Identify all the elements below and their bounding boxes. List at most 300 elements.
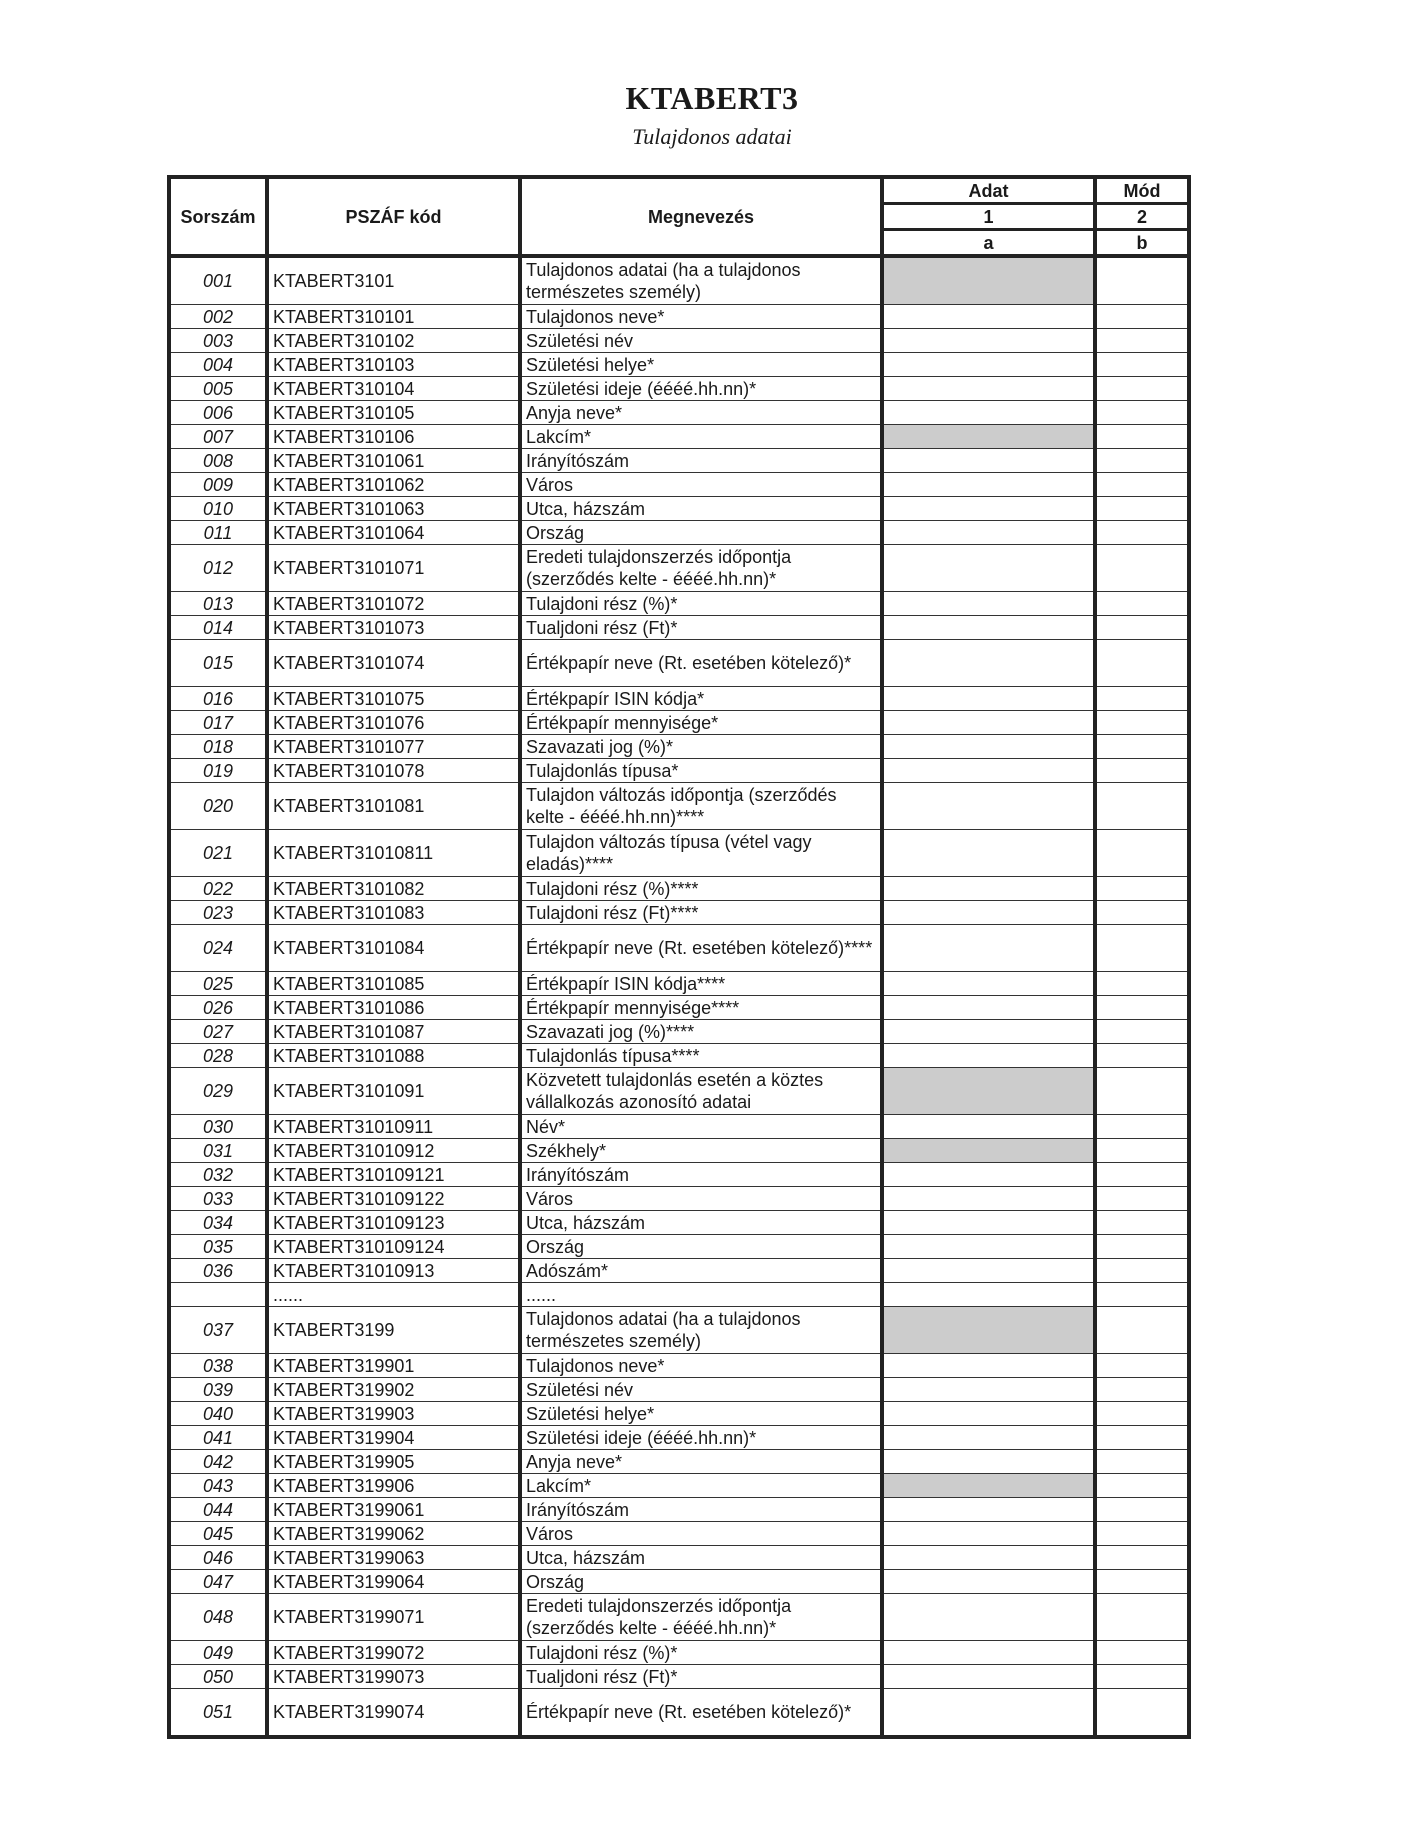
row-adat-cell[interactable] [882, 711, 1095, 735]
row-mod-cell[interactable] [1095, 1522, 1189, 1546]
row-adat-cell[interactable] [882, 783, 1095, 830]
row-description: Tulajdonos neve* [520, 1354, 882, 1378]
row-adat-cell[interactable] [882, 1020, 1095, 1044]
row-pszaf-code: KTABERT3101063 [267, 497, 520, 521]
row-adat-cell[interactable] [882, 1426, 1095, 1450]
row-mod-cell[interactable] [1095, 783, 1189, 830]
row-number: 013 [169, 592, 267, 616]
table-row [169, 1307, 1189, 1354]
row-adat-cell [882, 1474, 1095, 1498]
row-number: 014 [169, 616, 267, 640]
row-pszaf-code: KTABERT319903 [267, 1402, 520, 1426]
row-mod-cell[interactable] [1095, 1594, 1189, 1641]
row-mod-cell[interactable] [1095, 425, 1189, 449]
row-description: Születési név [520, 1378, 882, 1402]
table-row [169, 1187, 1189, 1211]
row-number: 001 [169, 256, 267, 305]
table-row [169, 1068, 1189, 1115]
row-number: 037 [169, 1307, 267, 1354]
row-pszaf-code: KTABERT310109121 [267, 1163, 520, 1187]
row-adat-cell[interactable] [882, 1498, 1095, 1522]
row-mod-cell[interactable] [1095, 1020, 1189, 1044]
row-description: Tulajdoni rész (%)* [520, 592, 882, 616]
row-number: 041 [169, 1426, 267, 1450]
row-mod-cell[interactable] [1095, 877, 1189, 901]
table-body [169, 256, 1189, 1737]
row-description: Utca, házszám [520, 1211, 882, 1235]
row-pszaf-code: KTABERT31010912 [267, 1139, 520, 1163]
row-description: Értékpapír mennyisége**** [520, 996, 882, 1020]
table-row [169, 1378, 1189, 1402]
table-row [169, 901, 1189, 925]
table-row [169, 497, 1189, 521]
row-pszaf-code: KTABERT3101085 [267, 972, 520, 996]
row-mod-cell[interactable] [1095, 1665, 1189, 1689]
table-row [169, 1283, 1189, 1307]
header-adat-letter: a [882, 230, 1095, 257]
table-row [169, 1402, 1189, 1426]
row-adat-cell[interactable] [882, 1283, 1095, 1307]
row-mod-cell[interactable] [1095, 1546, 1189, 1570]
row-pszaf-code: KTABERT3101073 [267, 616, 520, 640]
row-mod-cell[interactable] [1095, 711, 1189, 735]
row-pszaf-code: KTABERT3199062 [267, 1522, 520, 1546]
row-adat-cell[interactable] [882, 473, 1095, 497]
row-description: Születési ideje (éééé.hh.nn)* [520, 1426, 882, 1450]
row-number: 017 [169, 711, 267, 735]
table-row [169, 996, 1189, 1020]
row-number: 018 [169, 735, 267, 759]
row-description: Irányítószám [520, 1498, 882, 1522]
table-row [169, 616, 1189, 640]
row-pszaf-code: KTABERT3101083 [267, 901, 520, 925]
row-description: Születési ideje (éééé.hh.nn)* [520, 377, 882, 401]
row-number: 028 [169, 1044, 267, 1068]
row-mod-cell[interactable] [1095, 735, 1189, 759]
row-mod-cell[interactable] [1095, 1163, 1189, 1187]
row-pszaf-code: KTABERT319901 [267, 1354, 520, 1378]
row-description: Születési helye* [520, 1402, 882, 1426]
row-mod-cell[interactable] [1095, 473, 1189, 497]
table-row [169, 1139, 1189, 1163]
row-number: 033 [169, 1187, 267, 1211]
row-mod-cell[interactable] [1095, 687, 1189, 711]
row-pszaf-code: KTABERT310102 [267, 329, 520, 353]
table-row [169, 640, 1189, 687]
row-number: 044 [169, 1498, 267, 1522]
row-adat-cell[interactable] [882, 1354, 1095, 1378]
table-row [169, 1115, 1189, 1139]
row-description: Adószám* [520, 1259, 882, 1283]
row-adat-cell[interactable] [882, 449, 1095, 473]
row-description: Város [520, 1522, 882, 1546]
row-mod-cell[interactable] [1095, 1474, 1189, 1498]
row-adat-cell[interactable] [882, 545, 1095, 592]
row-adat-cell[interactable] [882, 1522, 1095, 1546]
row-adat-cell[interactable] [882, 377, 1095, 401]
row-number: 011 [169, 521, 267, 545]
row-adat-cell[interactable] [882, 996, 1095, 1020]
row-description: Értékpapír ISIN kódja**** [520, 972, 882, 996]
row-mod-cell[interactable] [1095, 1570, 1189, 1594]
row-mod-cell[interactable] [1095, 1689, 1189, 1738]
row-adat-cell[interactable] [882, 1402, 1095, 1426]
row-pszaf-code: KTABERT3101091 [267, 1068, 520, 1115]
row-mod-cell[interactable] [1095, 521, 1189, 545]
row-pszaf-code: KTABERT3199061 [267, 1498, 520, 1522]
row-adat-cell[interactable] [882, 1689, 1095, 1738]
row-mod-cell[interactable] [1095, 377, 1189, 401]
row-number: 050 [169, 1665, 267, 1689]
row-number: 042 [169, 1450, 267, 1474]
row-pszaf-code: KTABERT310106 [267, 425, 520, 449]
row-number [169, 1283, 267, 1307]
row-adat-cell[interactable] [882, 1163, 1095, 1187]
row-pszaf-code: KTABERT3101077 [267, 735, 520, 759]
row-mod-cell[interactable] [1095, 329, 1189, 353]
row-mod-cell[interactable] [1095, 497, 1189, 521]
row-pszaf-code: KTABERT3199074 [267, 1689, 520, 1738]
row-pszaf-code: KTABERT3101087 [267, 1020, 520, 1044]
table-row [169, 1689, 1189, 1738]
row-pszaf-code: KTABERT3101074 [267, 640, 520, 687]
row-mod-cell[interactable] [1095, 1235, 1189, 1259]
table-row [169, 711, 1189, 735]
row-number: 005 [169, 377, 267, 401]
row-pszaf-code: ...... [267, 1283, 520, 1307]
row-description: Lakcím* [520, 425, 882, 449]
row-adat-cell[interactable] [882, 1450, 1095, 1474]
table-row [169, 353, 1189, 377]
row-pszaf-code: KTABERT3101088 [267, 1044, 520, 1068]
row-adat-cell[interactable] [882, 1378, 1095, 1402]
row-adat-cell[interactable] [882, 925, 1095, 972]
table-row [169, 735, 1189, 759]
row-pszaf-code: KTABERT319904 [267, 1426, 520, 1450]
row-adat-cell[interactable] [882, 616, 1095, 640]
row-adat-cell[interactable] [882, 1211, 1095, 1235]
row-mod-cell[interactable] [1095, 449, 1189, 473]
row-description: Lakcím* [520, 1474, 882, 1498]
row-number: 025 [169, 972, 267, 996]
row-mod-cell[interactable] [1095, 640, 1189, 687]
row-mod-cell[interactable] [1095, 1402, 1189, 1426]
row-adat-cell [882, 256, 1095, 305]
row-number: 031 [169, 1139, 267, 1163]
table-row [169, 329, 1189, 353]
row-adat-cell[interactable] [882, 972, 1095, 996]
table-row [169, 256, 1189, 305]
table-row [169, 1044, 1189, 1068]
row-adat-cell[interactable] [882, 735, 1095, 759]
table-row [169, 783, 1189, 830]
row-description: Utca, házszám [520, 497, 882, 521]
table-row [169, 972, 1189, 996]
row-mod-cell[interactable] [1095, 1450, 1189, 1474]
row-number: 027 [169, 1020, 267, 1044]
row-mod-cell[interactable] [1095, 1426, 1189, 1450]
row-description: Tualjdoni rész (Ft)* [520, 1665, 882, 1689]
row-adat-cell[interactable] [882, 1546, 1095, 1570]
row-pszaf-code: KTABERT3101071 [267, 545, 520, 592]
header-mod-number: 2 [1095, 204, 1189, 230]
row-number: 026 [169, 996, 267, 1020]
row-adat-cell[interactable] [882, 1641, 1095, 1665]
row-description: Tulajdonos adatai (ha a tulajdonos természetes személy) [520, 256, 882, 305]
document-title: KTABERT3 [625, 80, 799, 116]
row-description: Ország [520, 1235, 882, 1259]
row-mod-cell[interactable] [1095, 759, 1189, 783]
row-adat-cell[interactable] [882, 830, 1095, 877]
row-number: 024 [169, 925, 267, 972]
row-mod-cell[interactable] [1095, 1187, 1189, 1211]
row-mod-cell[interactable] [1095, 1211, 1189, 1235]
table-row [169, 687, 1189, 711]
row-pszaf-code: KTABERT3101075 [267, 687, 520, 711]
row-number: 003 [169, 329, 267, 353]
table-row [169, 1235, 1189, 1259]
row-mod-cell[interactable] [1095, 996, 1189, 1020]
row-description: Értékpapír neve (Rt. esetében kötelező)* [520, 1689, 882, 1738]
row-description: Város [520, 473, 882, 497]
row-number: 009 [169, 473, 267, 497]
row-pszaf-code: KTABERT3101062 [267, 473, 520, 497]
row-adat-cell [882, 425, 1095, 449]
row-number: 010 [169, 497, 267, 521]
table-row [169, 401, 1189, 425]
row-pszaf-code: KTABERT310103 [267, 353, 520, 377]
row-description: Közvetett tulajdonlás esetén a köztes vállalkozás azonosító adatai [520, 1068, 882, 1115]
row-adat-cell[interactable] [882, 497, 1095, 521]
row-number: 038 [169, 1354, 267, 1378]
row-description: Ország [520, 1570, 882, 1594]
row-adat-cell[interactable] [882, 1665, 1095, 1689]
row-description: Születési helye* [520, 353, 882, 377]
row-mod-cell[interactable] [1095, 545, 1189, 592]
row-pszaf-code: KTABERT310109122 [267, 1187, 520, 1211]
row-number: 008 [169, 449, 267, 473]
header-mod: Mód [1095, 177, 1189, 204]
row-pszaf-code: KTABERT31010913 [267, 1259, 520, 1283]
table-row [169, 1641, 1189, 1665]
table-row [169, 1498, 1189, 1522]
row-number: 036 [169, 1259, 267, 1283]
row-mod-cell[interactable] [1095, 616, 1189, 640]
table-row [169, 1020, 1189, 1044]
row-mod-cell[interactable] [1095, 1068, 1189, 1115]
row-number: 030 [169, 1115, 267, 1139]
row-adat-cell[interactable] [882, 1187, 1095, 1211]
row-mod-cell[interactable] [1095, 1354, 1189, 1378]
row-adat-cell[interactable] [882, 1235, 1095, 1259]
row-number: 040 [169, 1402, 267, 1426]
row-mod-cell[interactable] [1095, 353, 1189, 377]
row-mod-cell[interactable] [1095, 1259, 1189, 1283]
row-mod-cell[interactable] [1095, 830, 1189, 877]
table-row [169, 425, 1189, 449]
row-number: 016 [169, 687, 267, 711]
header-adat-number: 1 [882, 204, 1095, 230]
row-pszaf-code: KTABERT3101081 [267, 783, 520, 830]
row-mod-cell[interactable] [1095, 972, 1189, 996]
row-mod-cell[interactable] [1095, 1115, 1189, 1139]
row-adat-cell[interactable] [882, 640, 1095, 687]
row-adat-cell [882, 1307, 1095, 1354]
row-description: ...... [520, 1283, 882, 1307]
table-row [169, 449, 1189, 473]
row-mod-cell[interactable] [1095, 592, 1189, 616]
row-description: Tualjdoni rész (Ft)* [520, 616, 882, 640]
row-adat-cell[interactable] [882, 1259, 1095, 1283]
table-row [169, 473, 1189, 497]
table-row [169, 1450, 1189, 1474]
row-mod-cell[interactable] [1095, 901, 1189, 925]
row-number: 023 [169, 901, 267, 925]
row-description: Értékpapír mennyisége* [520, 711, 882, 735]
row-pszaf-code: KTABERT3199071 [267, 1594, 520, 1641]
row-description: Tulajdonlás típusa**** [520, 1044, 882, 1068]
row-adat-cell[interactable] [882, 877, 1095, 901]
row-description: Név* [520, 1115, 882, 1139]
row-description: Tulajdon változás típusa (vétel vagy eladás)**** [520, 830, 882, 877]
row-pszaf-code: KTABERT3101061 [267, 449, 520, 473]
row-mod-cell[interactable] [1095, 256, 1189, 305]
row-description: Szavazati jog (%)* [520, 735, 882, 759]
header-megnevezes: Megnevezés [520, 177, 882, 256]
row-adat-cell[interactable] [882, 1115, 1095, 1139]
row-number: 039 [169, 1378, 267, 1402]
row-pszaf-code: KTABERT3101086 [267, 996, 520, 1020]
row-number: 020 [169, 783, 267, 830]
header-mod-letter: b [1095, 230, 1189, 257]
row-mod-cell[interactable] [1095, 1498, 1189, 1522]
row-description: Tulajdoni rész (Ft)**** [520, 901, 882, 925]
row-mod-cell[interactable] [1095, 1641, 1189, 1665]
row-pszaf-code: KTABERT310109124 [267, 1235, 520, 1259]
row-number: 045 [169, 1522, 267, 1546]
row-description: Szavazati jog (%)**** [520, 1020, 882, 1044]
row-adat-cell[interactable] [882, 401, 1095, 425]
table-row [169, 759, 1189, 783]
table-row [169, 521, 1189, 545]
row-number: 046 [169, 1546, 267, 1570]
table-row [169, 545, 1189, 592]
row-mod-cell[interactable] [1095, 925, 1189, 972]
table-row [169, 1474, 1189, 1498]
row-number: 022 [169, 877, 267, 901]
row-mod-cell[interactable] [1095, 401, 1189, 425]
row-description: Ország [520, 521, 882, 545]
row-description: Eredeti tulajdonszerzés időpontja (szerződés kelte - éééé.hh.nn)* [520, 1594, 882, 1641]
row-description: Tulajdonlás típusa* [520, 759, 882, 783]
row-number: 032 [169, 1163, 267, 1187]
document-subtitle: Tulajdonos adatai [632, 124, 792, 149]
row-adat-cell[interactable] [882, 759, 1095, 783]
header-pszaf-kod: PSZÁF kód [267, 177, 520, 256]
row-description: Tulajdoni rész (%)**** [520, 877, 882, 901]
row-mod-cell[interactable] [1095, 1139, 1189, 1163]
table-row [169, 1259, 1189, 1283]
row-description: Tulajdon változás időpontja (szerződés kelte - éééé.hh.nn)**** [520, 783, 882, 830]
row-number: 021 [169, 830, 267, 877]
row-mod-cell[interactable] [1095, 305, 1189, 329]
table-row [169, 1163, 1189, 1187]
header-adat: Adat [882, 177, 1095, 204]
row-mod-cell[interactable] [1095, 1044, 1189, 1068]
row-number: 006 [169, 401, 267, 425]
row-pszaf-code: KTABERT310104 [267, 377, 520, 401]
row-adat-cell[interactable] [882, 305, 1095, 329]
row-adat-cell [882, 1068, 1095, 1115]
row-pszaf-code: KTABERT319906 [267, 1474, 520, 1498]
row-mod-cell[interactable] [1095, 1307, 1189, 1354]
row-pszaf-code: KTABERT3101 [267, 256, 520, 305]
row-pszaf-code: KTABERT3199 [267, 1307, 520, 1354]
row-pszaf-code: KTABERT310101 [267, 305, 520, 329]
row-adat-cell[interactable] [882, 687, 1095, 711]
row-description: Tulajdonos adatai (ha a tulajdonos természetes személy) [520, 1307, 882, 1354]
row-number: 004 [169, 353, 267, 377]
table-row [169, 1570, 1189, 1594]
row-description: Irányítószám [520, 1163, 882, 1187]
row-pszaf-code: KTABERT310109123 [267, 1211, 520, 1235]
row-adat-cell[interactable] [882, 1594, 1095, 1641]
row-adat-cell[interactable] [882, 1570, 1095, 1594]
row-adat-cell[interactable] [882, 521, 1095, 545]
row-description: Város [520, 1187, 882, 1211]
table-row [169, 377, 1189, 401]
table-header [169, 177, 1189, 256]
table-row [169, 877, 1189, 901]
row-pszaf-code: KTABERT3199073 [267, 1665, 520, 1689]
row-number: 043 [169, 1474, 267, 1498]
row-pszaf-code: KTABERT31010911 [267, 1115, 520, 1139]
row-pszaf-code: KTABERT3101078 [267, 759, 520, 783]
row-mod-cell[interactable] [1095, 1283, 1189, 1307]
row-number: 029 [169, 1068, 267, 1115]
row-number: 048 [169, 1594, 267, 1641]
row-description: Anyja neve* [520, 401, 882, 425]
table-row [169, 1546, 1189, 1570]
row-number: 015 [169, 640, 267, 687]
row-pszaf-code: KTABERT310105 [267, 401, 520, 425]
row-description: Utca, házszám [520, 1546, 882, 1570]
row-adat-cell[interactable] [882, 901, 1095, 925]
row-mod-cell[interactable] [1095, 1378, 1189, 1402]
row-adat-cell[interactable] [882, 1044, 1095, 1068]
row-adat-cell[interactable] [882, 592, 1095, 616]
row-adat-cell[interactable] [882, 329, 1095, 353]
row-pszaf-code: KTABERT3101076 [267, 711, 520, 735]
row-description: Székhely* [520, 1139, 882, 1163]
row-description: Irányítószám [520, 449, 882, 473]
table-row [169, 925, 1189, 972]
table-row [169, 305, 1189, 329]
row-number: 034 [169, 1211, 267, 1235]
row-pszaf-code: KTABERT319902 [267, 1378, 520, 1402]
row-description: Születési név [520, 329, 882, 353]
table-row [169, 1522, 1189, 1546]
row-description: Értékpapír ISIN kódja* [520, 687, 882, 711]
row-pszaf-code: KTABERT3199064 [267, 1570, 520, 1594]
row-description: Értékpapír neve (Rt. esetében kötelező)**** [520, 925, 882, 972]
row-description: Eredeti tulajdonszerzés időpontja (szerződés kelte - éééé.hh.nn)* [520, 545, 882, 592]
table-row [169, 1594, 1189, 1641]
row-number: 012 [169, 545, 267, 592]
row-number: 035 [169, 1235, 267, 1259]
row-pszaf-code: KTABERT319905 [267, 1450, 520, 1474]
row-adat-cell[interactable] [882, 353, 1095, 377]
